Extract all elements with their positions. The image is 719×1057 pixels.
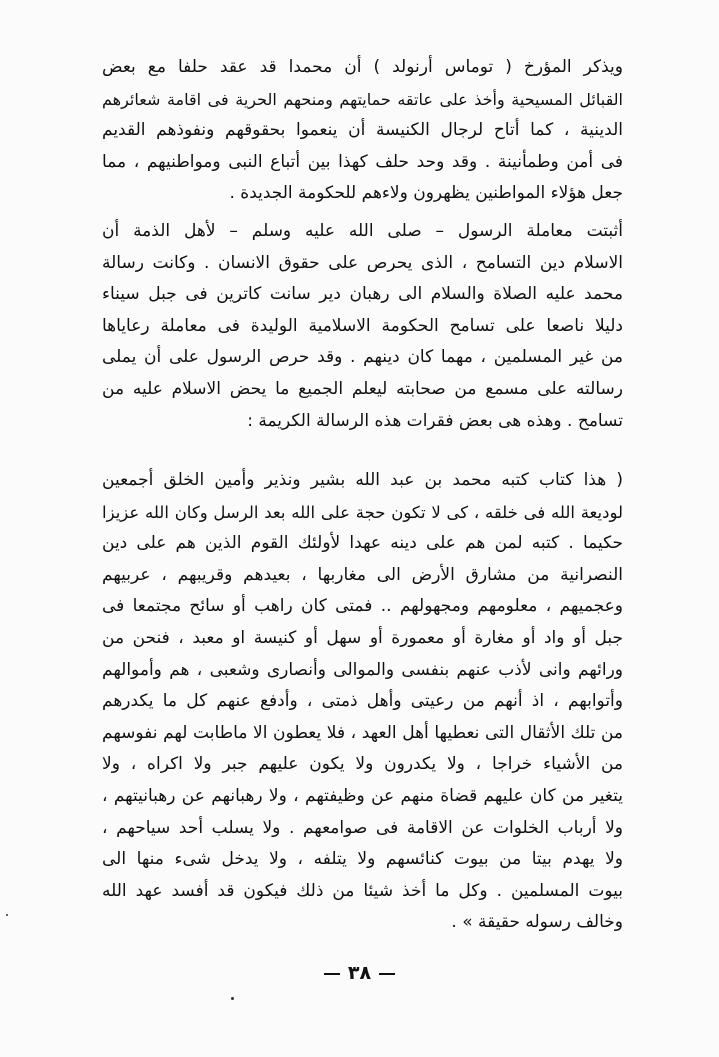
text-line: الاسلام دين التسامح ، الذى يحرص على حقوق الانسان . وكانت رسالة (102, 252, 623, 273)
text-line: جبل أو واد أو مغارة أو معمورة أو سهل أو كنيسة او معبد ، فنحن من (102, 627, 623, 648)
scan-speck (6, 914, 8, 916)
text-line: لوديعة الله فى خلقه ، كى لا تكون حجة على الله بعد الرسل وكان الله عزيزا (102, 502, 623, 522)
text-line: حكيما . كتبه لمن هم على دينه عهدا لأولئك القوم الذين هم على دين (102, 533, 623, 554)
text-line: الدينية ، كما أتاح لرجال الكنيسة أن ينعموا بحقوقهم ونفوذهم القديم (102, 120, 623, 141)
dash-right (379, 973, 395, 975)
text-line: يتغير من كان عليهم قضاة منهم عن وظيفتهم ، ولا رهبانهم عن رهبانيتهم ، (102, 785, 623, 806)
text-line: فى أمن وطمأنينة . وقد وحد حلف كهذا بين أتباع النبى ومواطنيهم ، مما (102, 151, 623, 172)
text-line: ولا يهدم بيتا من بيوت كنائسهم ولا يتلفه ، ولا يدخل شىء منها الى (102, 849, 623, 870)
text-line: القبائل المسيحية وأخذ على عاتقه حمايتهم ومنحهم الحرية فى اقامة شعائرهم (102, 89, 623, 109)
text-line: رسالته على مسمع من صحابته ليعلم الجميع ما يحض الاسلام عليه من (102, 378, 623, 399)
text-line: محمد عليه الصلاة والسلام الى رهبان دير سانت كاترين فى جبل سيناء (102, 284, 623, 305)
text-line: جعل هؤلاء المواطنين يظهرون ولاءهم للحكومة الجديدة . (229, 183, 623, 204)
paragraph-arnold-alliance (102, 52, 623, 210)
page-number (0, 962, 719, 984)
paragraph-tolerance (102, 216, 623, 437)
text-line: من تلك الأثقال التى نعطيها أهل العهد ، فلا يعطون الا ماطابت لهم نفوسهم (102, 722, 623, 743)
text-line: وخالف رسوله حقيقة » . (451, 912, 623, 933)
text-line: ويذكر المؤرخ ( توماس أرنولد ) أن محمدا قد عقد حلفا مع بعض (102, 57, 623, 77)
text-line: دليلا ناصعا على تسامح الحكومة الاسلامية الوليدة فى معاملة رعاياها (102, 315, 623, 336)
text-line: من الأشياء خراجا ، ولا يكدرون ولا يكون عليهم جبر ولا اكراه ، ولا (102, 754, 623, 775)
text-line: النصرانية من مشارق الأرض الى مغاربها ، بعيدهم وقريبهم ، عربيهم (102, 564, 623, 585)
text-line: أثبتت معاملة الرسول – صلى الله عليه وسلم – لأهل الذمة أن (102, 221, 623, 241)
text-line: من غير المسلمين ، مهما كان دينهم . وقد حرص الرسول على أن يملى (102, 347, 623, 368)
paragraph-letter-quote (102, 465, 623, 939)
text-line: ولا أرباب الخلوات عن الاقامة فى صوامعهم . ولا يسلب أحد سياحهم ، (102, 817, 623, 838)
text-line: تسامح . وهذه هى بعض فقرات هذه الرسالة الكريمة : (247, 410, 623, 431)
text-line: بيوت المسلمين . وكل ما أخذ شيئا من ذلك فيكون قد أفسد عهد الله (102, 880, 623, 901)
dash-left (324, 973, 340, 975)
page-number-text: ٣٨ (347, 962, 372, 984)
scan-speck (231, 997, 234, 1000)
text-line: وأتوابهم ، اذ أنهم من رعيتى وأهل ذمتى ، وأدفع عنهم كل ما يكدرهم (102, 691, 623, 712)
text-line: ورائهم وانى لأذب عنهم بنفسى والموالى وأنصارى وشعبى ، هم وأموالهم (102, 659, 623, 680)
text-line: وعجميهم ، معلومهم ومجهولهم .. فمتى كان راهب أو سائح مجتمعا فى (102, 596, 623, 617)
text-line: ( هذا كتاب كتبه محمد بن عبد الله بشير ونذير وأمين الخلق أجمعين (102, 470, 623, 490)
